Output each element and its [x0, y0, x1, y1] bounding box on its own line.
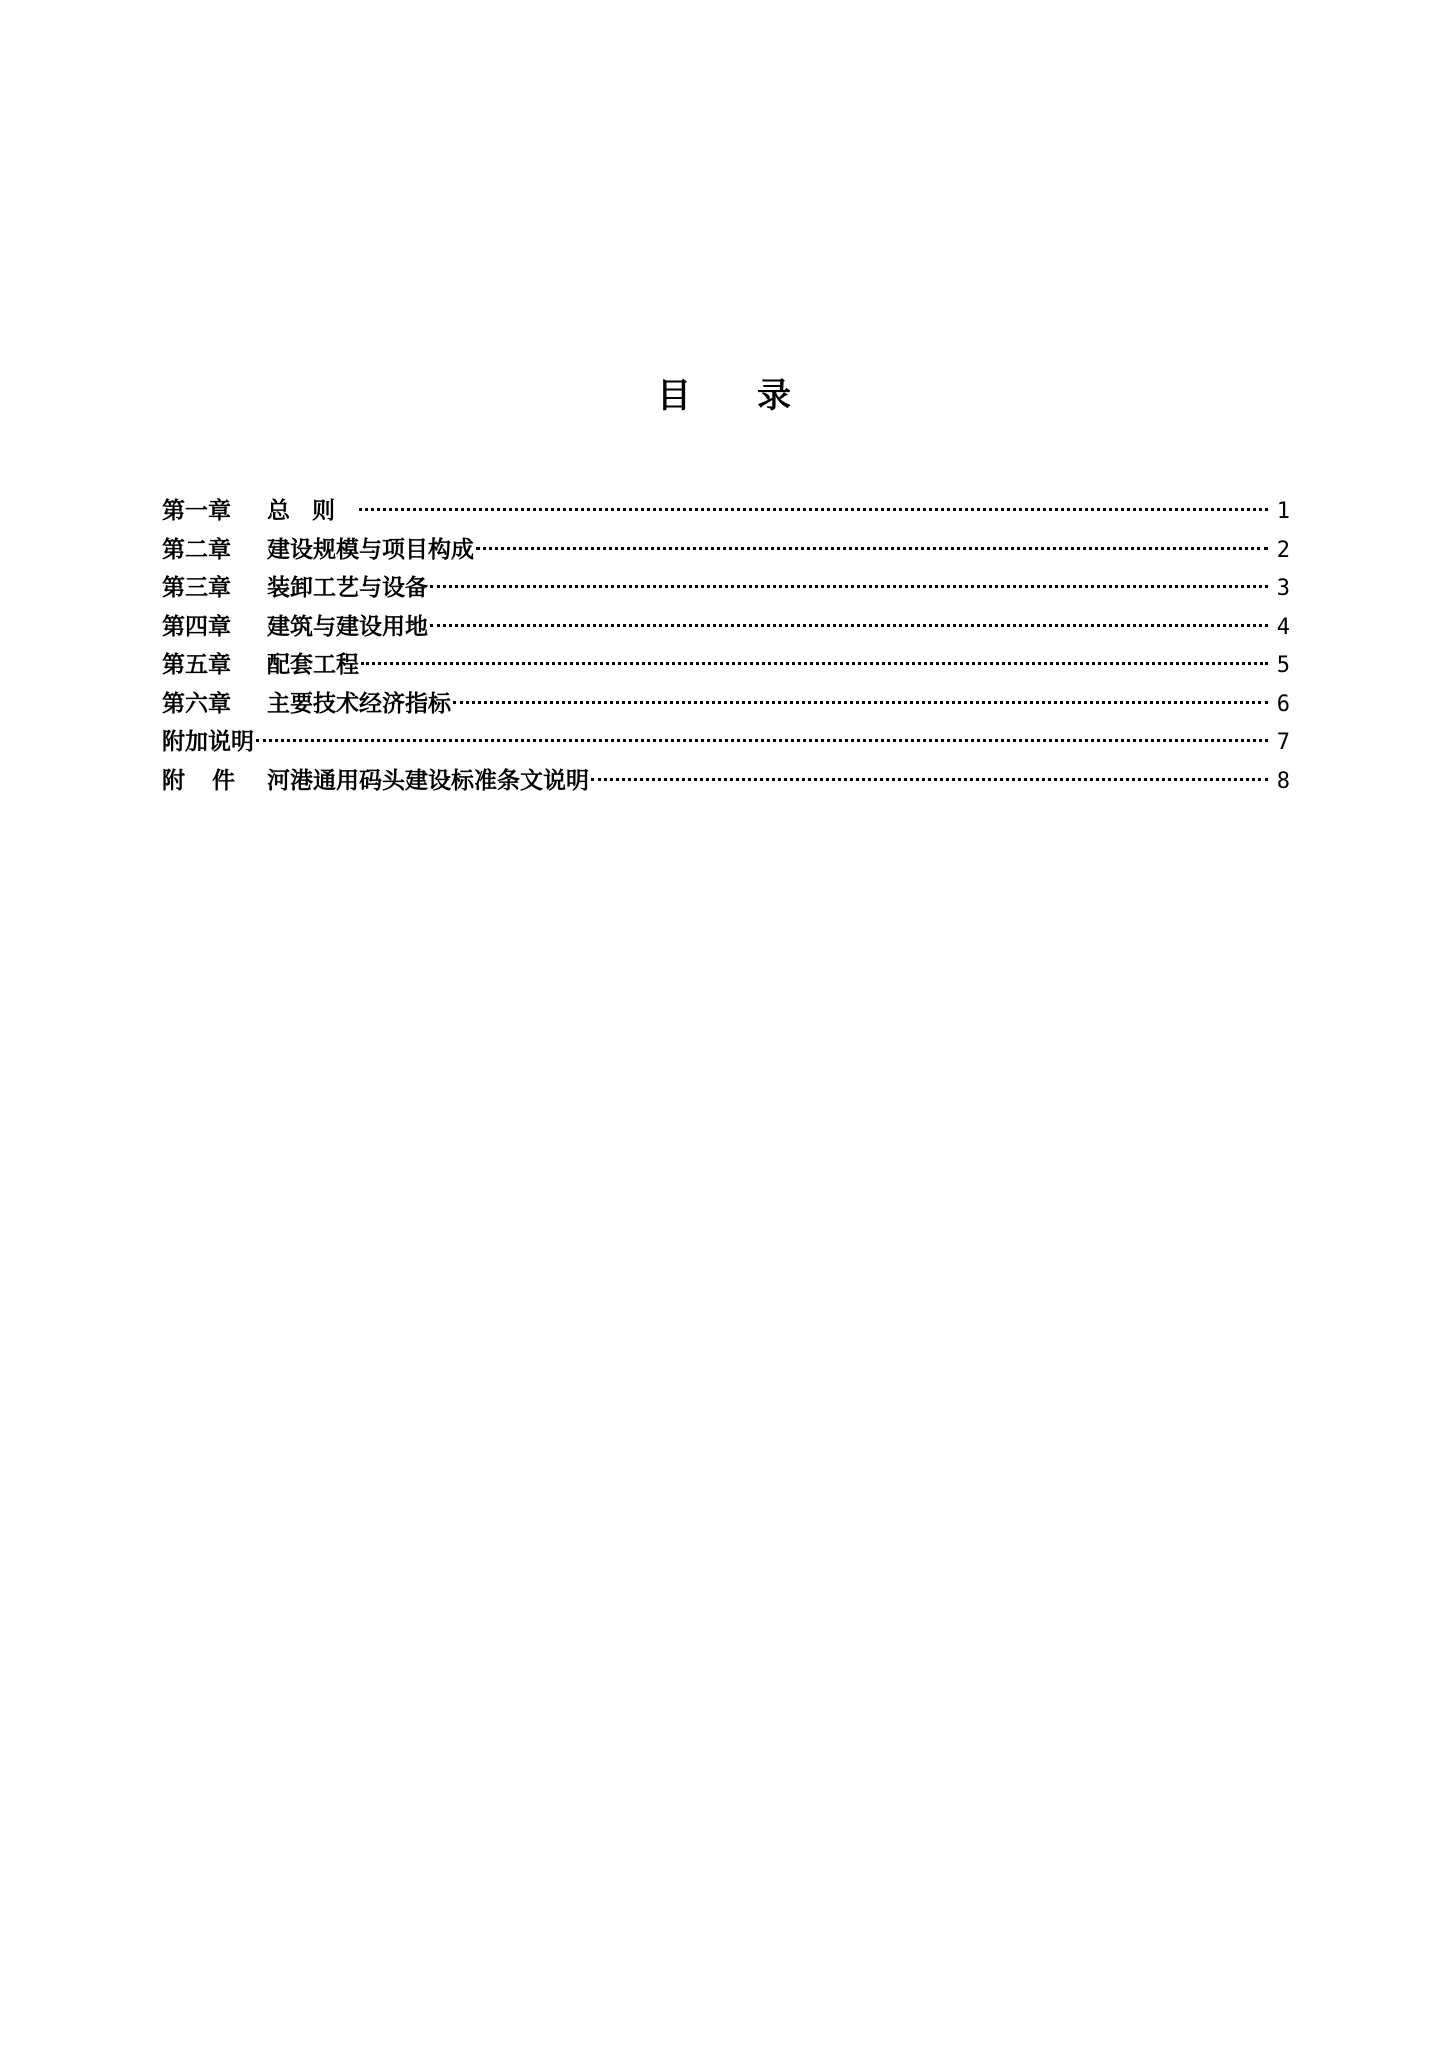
toc-entry-4[interactable]	[162, 608, 1290, 647]
toc-entry-title: 主要技术经济指标	[267, 689, 451, 717]
dot-leader	[476, 544, 1268, 550]
toc-chapter-label: 第四章	[162, 612, 231, 640]
toc-title: 目录	[657, 376, 857, 416]
toc-chapter-label: 第六章	[162, 689, 231, 717]
toc-page-number: 5	[1276, 653, 1290, 678]
toc-entry-title: 河港通用码头建设标准条文说明	[267, 766, 589, 794]
toc-page-number: 4	[1276, 614, 1290, 640]
toc-entry-5[interactable]	[162, 646, 1290, 685]
toc-entry-6[interactable]	[162, 685, 1290, 724]
toc-chapter-label: 附件	[162, 766, 262, 794]
dot-leader	[430, 621, 1268, 627]
toc-chapter-label: 第二章	[162, 535, 231, 563]
dot-leader	[359, 505, 1268, 511]
toc-entry-title: 装卸工艺与设备	[267, 574, 428, 601]
toc-page-number: 6	[1276, 691, 1290, 717]
toc-entry-3[interactable]	[162, 569, 1290, 608]
toc-chapter-label: 第一章	[162, 497, 231, 524]
toc-entry-title: 总则	[267, 497, 357, 524]
toc-chapter-label: 第五章	[162, 651, 231, 678]
dot-leader	[256, 736, 1268, 742]
toc-page-number: 2	[1276, 537, 1290, 563]
toc-entry-8[interactable]	[162, 762, 1290, 801]
toc-list	[162, 492, 1290, 800]
toc-page-number: 3	[1276, 576, 1290, 601]
toc-entry-title: 建设规模与项目构成	[267, 535, 474, 563]
dot-leader	[453, 698, 1268, 704]
toc-chapter-label: 第三章	[162, 574, 231, 601]
toc-entry-2[interactable]	[162, 531, 1290, 570]
toc-entry-title: 建筑与建设用地	[267, 612, 428, 640]
toc-entry-title: 附加说明	[162, 728, 254, 755]
dot-leader	[361, 659, 1268, 665]
toc-entry-7[interactable]	[162, 723, 1290, 762]
toc-entry-1[interactable]	[162, 492, 1290, 531]
toc-entry-title: 配套工程	[267, 651, 359, 678]
toc-page-number: 7	[1276, 730, 1290, 755]
dot-leader	[591, 775, 1268, 781]
dot-leader	[430, 582, 1268, 588]
toc-page-number: 8	[1276, 768, 1290, 794]
toc-page-number: 1	[1276, 499, 1290, 524]
